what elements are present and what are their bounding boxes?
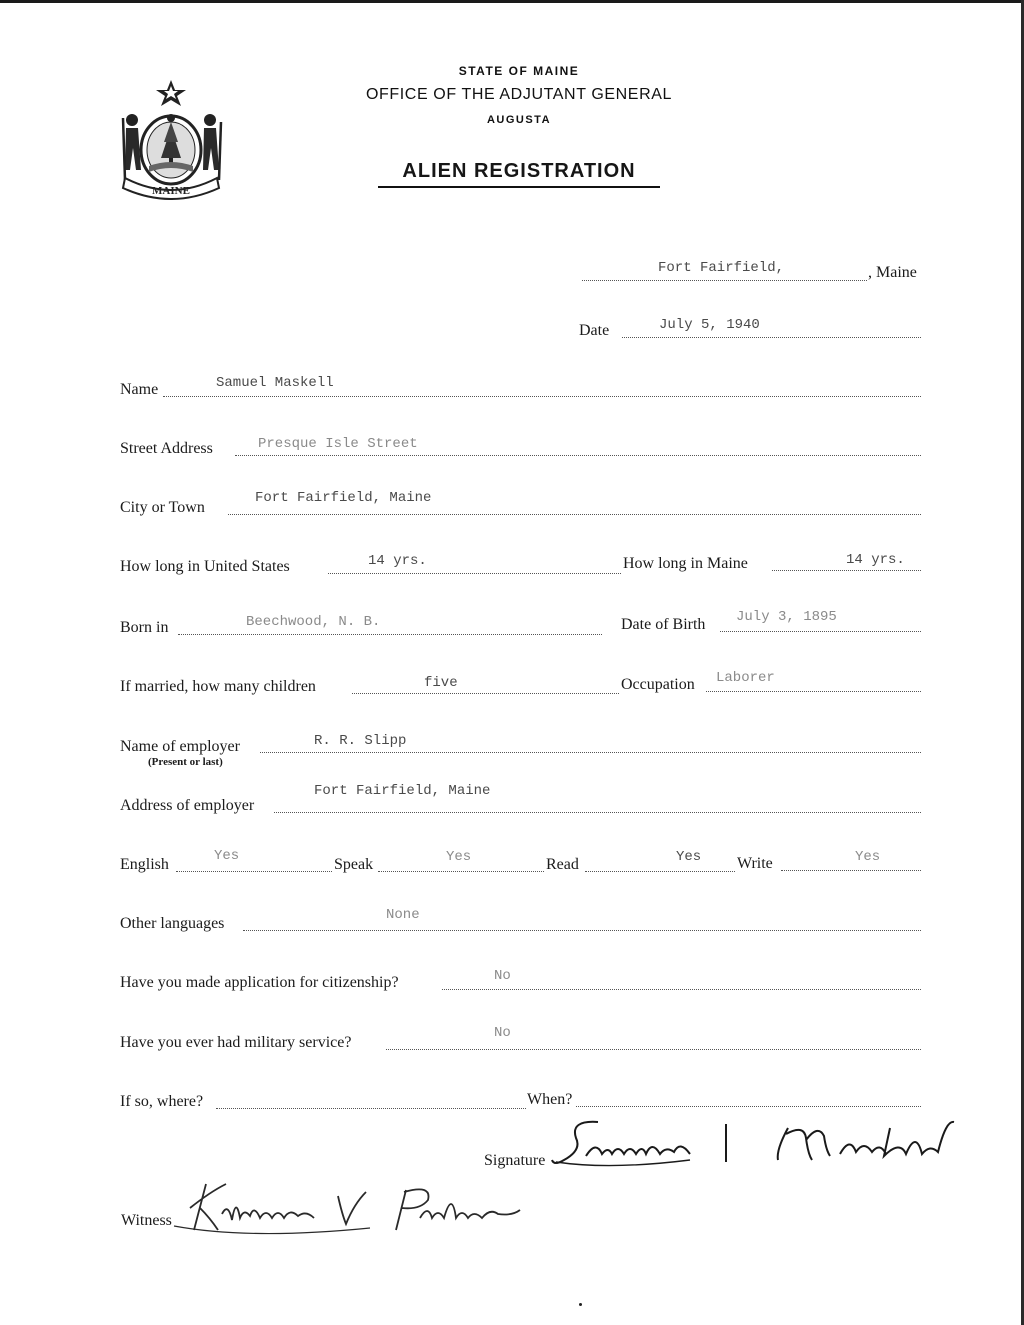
military-value: No: [494, 1025, 511, 1041]
english-label: English: [120, 856, 169, 873]
date-value: July 5, 1940: [659, 317, 760, 333]
how-long-us-line: [328, 573, 621, 574]
married-line: [352, 693, 619, 694]
when-label: When?: [527, 1091, 573, 1108]
dob-line: [720, 631, 921, 632]
header-office: OFFICE OF THE ADJUTANT GENERAL: [365, 86, 673, 103]
how-long-us-label: How long in United States: [120, 558, 290, 575]
read-line: [585, 871, 735, 872]
born-in-line: [178, 634, 602, 635]
dob-label: Date of Birth: [621, 616, 706, 633]
employer-address-line: [274, 812, 921, 813]
city-label: City or Town: [120, 499, 205, 516]
married-label: If married, how many children: [120, 678, 316, 695]
how-long-maine-value: 14 yrs.: [846, 552, 905, 568]
applicant-signature-image: [550, 1110, 970, 1180]
read-value: Yes: [676, 849, 702, 865]
other-languages-label: Other languages: [120, 915, 225, 932]
military-label: Have you ever had military service?: [120, 1034, 352, 1051]
header-state: STATE OF MAINE: [458, 64, 580, 78]
street-label: Street Address: [120, 440, 213, 457]
employer-note: (Present or last): [148, 756, 223, 768]
write-label: Write: [737, 855, 773, 872]
place-suffix-label: , Maine: [868, 264, 917, 281]
city-line: [228, 514, 921, 515]
occupation-line: [706, 691, 921, 692]
english-line: [176, 871, 332, 872]
where-label: If so, where?: [120, 1093, 204, 1110]
signature-label: Signature: [484, 1152, 546, 1169]
how-long-maine-label: How long in Maine: [623, 555, 748, 572]
military-line: [386, 1049, 921, 1050]
born-in-value: Beechwood, N. B.: [246, 614, 381, 630]
citizenship-line: [442, 989, 921, 990]
city-value: Fort Fairfield, Maine: [255, 490, 432, 506]
citizenship-label: Have you made application for citizenship?: [120, 974, 399, 991]
employer-value: R. R. Slipp: [314, 733, 407, 749]
seal-scroll-text: MAINE: [152, 185, 190, 197]
street-line: [235, 455, 921, 456]
place-value: Fort Fairfield,: [658, 260, 785, 276]
street-value: Presque Isle Street: [258, 436, 418, 452]
name-line: [163, 396, 921, 397]
where-line: [216, 1108, 526, 1109]
date-line: [622, 337, 921, 338]
how-long-us-value: 14 yrs.: [368, 553, 427, 569]
how-long-maine-line: [772, 570, 921, 571]
speak-value: Yes: [446, 849, 472, 865]
occupation-label: Occupation: [621, 676, 695, 693]
children-value: five: [424, 675, 458, 691]
employer-label: Name of employer: [120, 738, 240, 755]
witness-label: Witness: [121, 1212, 172, 1229]
write-line: [781, 870, 921, 871]
english-value: Yes: [214, 848, 240, 864]
employer-line: [260, 752, 921, 753]
speak-label: Speak: [334, 856, 374, 873]
scan-speck: [579, 1303, 582, 1306]
dob-value: July 3, 1895: [736, 609, 837, 625]
header-city: AUGUSTA: [486, 114, 552, 126]
employer-address-label: Address of employer: [120, 797, 255, 814]
place-line: [582, 280, 867, 281]
other-languages-value: None: [386, 907, 420, 923]
scan-border-top: [0, 0, 1024, 3]
born-in-label: Born in: [120, 619, 169, 636]
read-label: Read: [546, 856, 579, 873]
name-label: Name: [120, 381, 159, 398]
occupation-value: Laborer: [716, 670, 775, 686]
write-value: Yes: [855, 849, 881, 865]
form-title: ALIEN REGISTRATION: [378, 160, 660, 188]
other-languages-line: [243, 930, 921, 931]
date-label: Date: [579, 322, 610, 339]
when-line: [576, 1106, 921, 1107]
witness-signature-image: [170, 1174, 540, 1244]
citizenship-value: No: [494, 968, 511, 984]
employer-address-value: Fort Fairfield, Maine: [314, 783, 491, 799]
speak-line: [378, 871, 544, 872]
name-value: Samuel Maskell: [216, 375, 334, 391]
